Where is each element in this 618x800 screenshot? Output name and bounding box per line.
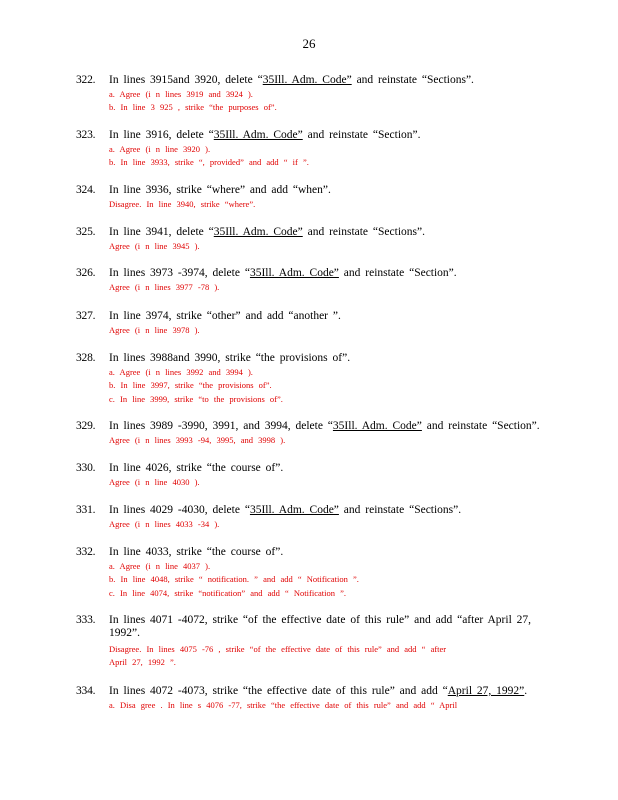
item-text: In lines 4072 -4073, strike “the effective date of this rule” and add “April 27, 1992”.	[109, 685, 528, 697]
item-text: In line 4033, strike “the course of”.	[109, 546, 284, 558]
item-response-b: b. In line 3997, strike “the provisions of”.	[109, 380, 272, 390]
item-response: Agree (i n line 3978 ).	[109, 325, 200, 335]
item-text: In line 3936, strike “where” and add “when”.	[109, 184, 331, 196]
item-number: 324.	[76, 184, 96, 196]
item-number: 328.	[76, 352, 96, 364]
item-text: In lines 3989 -3990, 3991, and 3994, delete “35Ill. Adm. Code” and reinstate “Section”.	[109, 420, 540, 432]
page-number: 26	[302, 36, 316, 51]
item-response: a. Disa gree . In line s 4076 -77, strike “the effective date of this rule” and add “ April	[109, 700, 458, 710]
item-number: 325.	[76, 226, 96, 238]
item-response-b: b. In line 3933, strike “, provided” and add “ if ”.	[109, 157, 309, 167]
item-response-c: c. In line 3999, strike “to the provisions of”.	[109, 394, 283, 404]
item-response-a: a. Agree (i n line 3920 ).	[109, 144, 211, 154]
item-response: Agree (i n lines 3993 -94, 3995, and 3998 ).	[109, 435, 286, 445]
item-number: 330.	[76, 462, 96, 474]
item-text: In line 4026, strike “the course of”.	[109, 462, 284, 474]
item-response-a: a. Agree (i n line 4037 ).	[109, 561, 211, 571]
item-response-a: Disagree. In lines 4075 -76 , strike “of the effective date of this rule” and add “ after	[109, 644, 447, 654]
item-number: 327.	[76, 310, 96, 322]
item-number: 334.	[76, 685, 96, 697]
item-number: 326.	[76, 267, 96, 279]
item-response: Agree (i n lines 4033 -34 ).	[109, 519, 220, 529]
item-response: Agree (i n line 4030 ).	[109, 477, 200, 487]
item-text: In lines 3973 -3974, delete “35Ill. Adm. Code” and reinstate “Section”.	[109, 267, 457, 279]
item-text: In lines 3915and 3920, delete “35Ill. Adm. Code” and reinstate “Sections”.	[109, 74, 474, 86]
item-response-b: b. In line 3 925 , strike “the purposes of”.	[109, 102, 277, 112]
item-number: 331.	[76, 504, 96, 516]
item-response-c: c. In line 4074, strike “notification” and add “ Notification ”.	[109, 588, 347, 598]
item-number: 322.	[76, 74, 96, 86]
item-number: 333.	[76, 614, 96, 626]
item-number: 329.	[76, 420, 96, 432]
item-number: 332.	[76, 546, 96, 558]
item-response-a: a. Agree (i n lines 3992 and 3994 ).	[109, 367, 253, 377]
item-text: In line 3941, delete “35Ill. Adm. Code” and reinstate “Sections”.	[109, 226, 425, 238]
item-text: In line 3916, delete “35Ill. Adm. Code” and reinstate “Section”.	[109, 129, 421, 141]
item-response: Agree (i n line 3945 ).	[109, 241, 200, 251]
item-response-a: a. Agree (i n lines 3919 and 3924 ).	[109, 89, 253, 99]
item-number: 323.	[76, 129, 96, 141]
item-text: In lines 3988and 3990, strike “the provisions of”.	[109, 352, 351, 364]
item-response: Disagree. In line 3940, strike “where”.	[109, 199, 256, 209]
item-text: In line 3974, strike “other” and add “another ”.	[109, 310, 341, 322]
item-response-b: April 27, 1992 ”.	[109, 657, 176, 667]
item-text: In lines 4029 -4030, delete “35Ill. Adm. Code” and reinstate “Sections”.	[109, 504, 462, 516]
item-response: Agree (i n lines 3977 -78 ).	[109, 282, 220, 292]
item-text: In lines 4071 -4072, strike “of the effective date of this rule” and add “after April 27, 1992”.	[109, 614, 532, 639]
item-response-b: b. In line 4048, strike “ notification. ” and add “ Notification ”.	[109, 574, 359, 584]
